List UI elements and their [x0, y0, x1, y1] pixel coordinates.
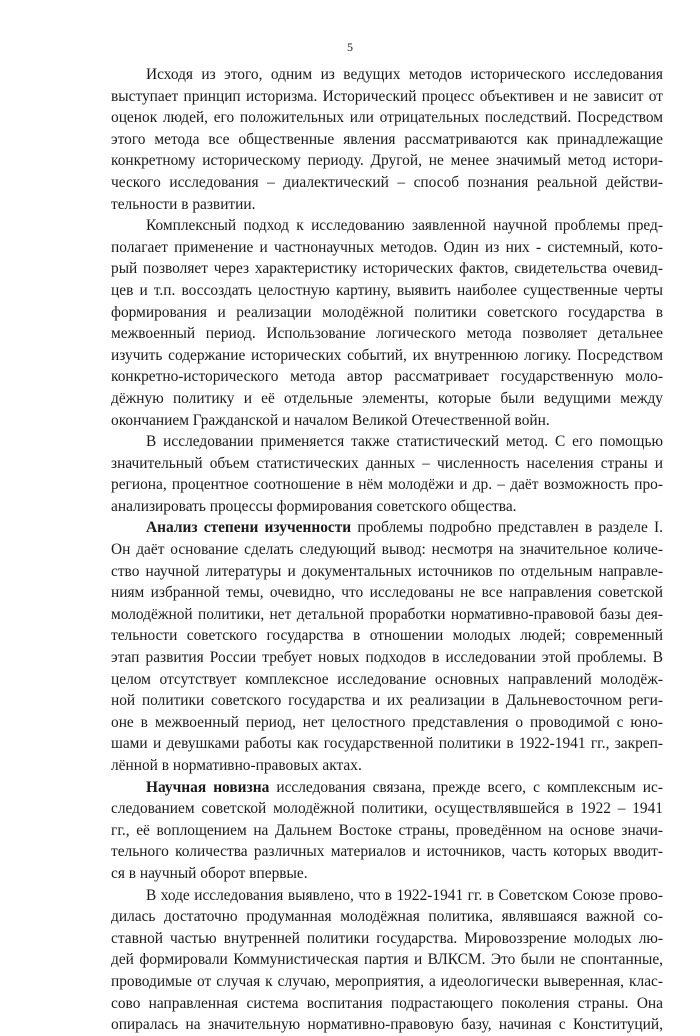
line-text: дёжную политику и её отдельные элементы, которые были ведущими между	[111, 389, 663, 407]
text-line	[111, 474, 663, 496]
text-line	[111, 928, 663, 950]
line-text: гг., её воплощением на Дальнем Востоке страны, проведённом на основе значи-	[111, 821, 663, 839]
line-text: дилась достаточно продуманная молодёжная политика, являвшаяся важной со-	[111, 908, 663, 926]
line-text: окончанием Гражданской и началом Великой Отечественной войн.	[111, 411, 550, 429]
line-text: формирования и реализации молодёжной политики советского государства в	[111, 303, 663, 321]
paragraph	[111, 64, 663, 215]
line-text: тельного количества различных материалов и источников, часть которых вводит-	[111, 843, 663, 861]
line-text: исследования связана, прежде всего, с комплексным ис-	[269, 778, 663, 796]
line-text: межвоенный период. Использование логического метода позволяет детальнее	[111, 325, 663, 343]
line-text: анализировать процессы формирования советского общества.	[111, 497, 517, 515]
text-line	[111, 777, 663, 799]
line-text: Исходя из этого, одним из ведущих методов исторического исследования	[146, 66, 663, 83]
line-text: проводимые от случая к случаю, мероприятия, а идеологически выверенная, клас-	[111, 972, 663, 990]
text-line	[111, 1014, 663, 1036]
line-text: ниям избранной темы, очевидно, что исследованы не все направления советской	[111, 584, 663, 602]
line-text: дей формировали Коммунистическая партия и ВЛКСМ. Это были не спонтанные,	[111, 951, 663, 969]
text-line	[111, 517, 663, 539]
text-line	[111, 971, 663, 993]
text-line	[111, 906, 663, 928]
line-text: ся в научный оборот впервые.	[111, 864, 308, 882]
text-line	[111, 323, 663, 345]
line-text: оценок людей, его положительных или отрицательных последствий. Посредством	[111, 109, 663, 127]
text-line	[111, 885, 663, 907]
text-line	[111, 388, 663, 410]
line-text: рый позволяет через характеристику исторических фактов, свидетельства очевид-	[111, 260, 663, 278]
text-line	[111, 712, 663, 734]
line-text: значительный объем статистических данных – численность населения страны и	[111, 454, 663, 472]
line-text: выступает принцип историзма. Исторический процесс объективен и не зависит от	[111, 87, 663, 105]
text-line	[111, 733, 663, 755]
text-line	[111, 237, 663, 259]
text-line	[111, 129, 663, 151]
paragraph	[111, 885, 663, 1036]
text-line	[111, 280, 663, 302]
text-line	[111, 107, 663, 129]
line-text: этого метода все общественные явления рассматриваются как принадлежащие	[111, 130, 663, 148]
line-text: ческого исследования – диалектический – способ познания реальной действи-	[111, 173, 663, 191]
text-line	[111, 86, 663, 108]
text-line	[111, 539, 663, 561]
text-line	[111, 345, 663, 367]
line-text: ство научной литературы и документальных источников по отдельным направле-	[111, 562, 663, 580]
line-text: проблемы подробно представлен в разделе I.	[351, 519, 663, 537]
text-line	[111, 993, 663, 1015]
page-number: 5	[347, 40, 353, 54]
line-text: следованием советской молодёжной политики, осуществлявшейся в 1922 – 1941	[111, 800, 663, 818]
line-text: этап развития России требует новых подходов в исследовании этой проблемы. В	[111, 649, 663, 667]
text-line	[111, 150, 663, 172]
text-line	[111, 172, 663, 194]
line-text: лённой в нормативно-правовых актах.	[111, 757, 362, 774]
line-text: оне в межвоенный период, нет целостного представления о проводимой с юно-	[111, 713, 663, 731]
line-text: тельности советского государства в отношении молодых людей; современный	[111, 627, 663, 645]
paragraph	[111, 517, 663, 776]
text-line	[111, 949, 663, 971]
text-line	[111, 496, 663, 518]
bold-lead-phrase: Анализ степени изученности	[146, 519, 352, 537]
text-line	[111, 582, 663, 604]
text-line	[111, 669, 663, 691]
line-text: В ходе исследования выявлено, что в 1922-1941 гг. в Советском Союзе прово-	[146, 886, 663, 904]
document-body	[111, 64, 663, 1036]
text-line	[111, 258, 663, 280]
line-text: полагает применение и частнонаучных методов. Один из них - системный, кото-	[111, 238, 663, 256]
line-text: тельности в развитии.	[111, 195, 256, 213]
text-line	[111, 755, 663, 777]
line-text: опиралась на значительную нормативно-правовую базу, начиная с Конституций,	[111, 1016, 663, 1034]
text-line	[111, 453, 663, 475]
text-line	[111, 366, 663, 388]
text-line	[111, 604, 663, 626]
line-text: ставной частью внутренней политики государства. Мировоззрение молодых лю-	[111, 929, 663, 947]
text-line	[111, 410, 663, 432]
text-line	[111, 863, 663, 885]
line-text: целом отсутствует комплексное исследование основных направлений молодёж-	[111, 670, 663, 688]
line-text: Комплексный подход к исследованию заявленной научной проблемы пред-	[146, 217, 663, 235]
text-line	[111, 64, 663, 86]
line-text: региона, процентное соотношение в нём молодёжи и др. – даёт возможность про-	[111, 476, 663, 494]
line-text: шами и девушками работы как государственной политики в 1922-1941 гг., закреп-	[111, 735, 663, 753]
text-line	[111, 820, 663, 842]
text-line	[111, 431, 663, 453]
text-line	[111, 647, 663, 669]
paragraph	[111, 777, 663, 885]
text-line	[111, 194, 663, 216]
text-line	[111, 798, 663, 820]
line-text: конкретному историческому периоду. Другой, не менее значимый метод истори-	[111, 152, 663, 170]
line-text: сово направленная система воспитания подрастающего поколения страны. Она	[111, 994, 663, 1012]
line-text: Он даёт основание сделать следующий вывод: несмотря на значительное количе-	[111, 541, 663, 559]
paragraph	[111, 215, 663, 431]
text-line	[111, 841, 663, 863]
line-text: ной политики советского государства и их реализации в Дальневосточном реги-	[111, 692, 663, 710]
text-line	[111, 302, 663, 324]
line-text: цев и т.п. воссоздать целостную картину, выявить наиболее существенные черты	[111, 281, 663, 299]
line-text: конкретно-исторического метода автор рассматривает государственную моло-	[111, 368, 663, 386]
line-text: изучить содержание исторических событий, их внутреннюю логику. Посредством	[111, 346, 663, 364]
line-text: молодёжной политики, нет детальной проработки нормативно-правовой базы дея-	[111, 605, 663, 623]
line-text: В исследовании применяется также статистический метод. С его помощью	[146, 433, 663, 451]
text-line	[111, 690, 663, 712]
text-line	[111, 625, 663, 647]
bold-lead-phrase: Научная новизна	[146, 778, 270, 796]
paragraph	[111, 431, 663, 517]
text-line	[111, 215, 663, 237]
text-line	[111, 561, 663, 583]
